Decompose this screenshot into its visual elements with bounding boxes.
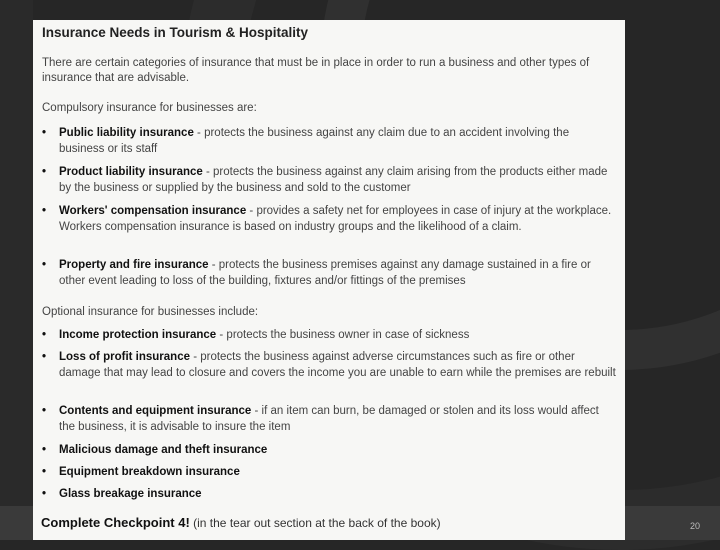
bullet-icon: • bbox=[42, 351, 47, 363]
compulsory-heading: Compulsory insurance for businesses are: bbox=[42, 102, 257, 114]
list-item bbox=[42, 443, 617, 459]
bullet-icon: • bbox=[42, 205, 47, 217]
list-item bbox=[42, 465, 617, 481]
list-item-desc: - protects the business premises against any damage sustained in a fire or other event leading to loss of the building, fixtures and/or fittings of the premises bbox=[59, 259, 591, 287]
bullet-icon: • bbox=[42, 405, 47, 417]
slide-left-margin bbox=[0, 0, 33, 540]
list-item-desc: - if an item can burn, be damaged or stolen and its loss would affect the business, it is advisable to insure the item bbox=[59, 405, 599, 433]
list-item-desc: - protects the business against adverse circumstances such as fire or other damage that may lead to closure and covers the income you are unable to earn while the premises are rebuilt bbox=[59, 351, 616, 379]
optional-heading: Optional insurance for businesses include: bbox=[42, 306, 259, 318]
list-item bbox=[42, 350, 617, 381]
bullet-icon: • bbox=[42, 329, 47, 341]
document-title: Insurance Needs in Tourism & Hospitality bbox=[42, 25, 309, 40]
list-item-desc: - protects the business against any claim due to an accident involving the business or its staff bbox=[59, 127, 570, 155]
list-item bbox=[42, 404, 617, 435]
checkpoint-line bbox=[41, 515, 441, 530]
list-item-term: Contents and equipment insurance bbox=[59, 405, 252, 417]
list-item-term: Workers' compensation insurance bbox=[59, 205, 247, 217]
list-item-term: Malicious damage and theft insurance bbox=[59, 444, 268, 456]
list-item bbox=[42, 204, 617, 235]
list-item-desc: - protects the business against any claim arising from the products either made by the business or supplied by the business and sold to the customer bbox=[59, 166, 608, 194]
list-item-desc: - protects the business owner in case of sickness bbox=[216, 329, 470, 341]
list-item-term: Equipment breakdown insurance bbox=[59, 466, 240, 478]
list-item bbox=[42, 328, 617, 344]
scanned-document bbox=[33, 20, 625, 540]
list-item-term: Glass breakage insurance bbox=[59, 488, 202, 500]
bullet-icon: • bbox=[42, 259, 47, 271]
checkpoint-label: Complete Checkpoint 4! bbox=[41, 515, 190, 530]
bullet-icon: • bbox=[42, 166, 47, 178]
bullet-icon: • bbox=[42, 444, 47, 456]
list-item-term: Loss of profit insurance bbox=[59, 351, 190, 363]
list-item bbox=[42, 126, 617, 157]
checkpoint-note: (in the tear out section at the back of the book) bbox=[189, 516, 441, 530]
list-item-term: Public liability insurance bbox=[59, 127, 194, 139]
list-item bbox=[42, 487, 617, 503]
list-item-term: Income protection insurance bbox=[59, 329, 217, 341]
list-item-term: Product liability insurance bbox=[59, 166, 203, 178]
list-item-term: Property and fire insurance bbox=[59, 259, 209, 271]
bullet-icon: • bbox=[42, 466, 47, 478]
bullet-icon: • bbox=[42, 127, 47, 139]
list-item bbox=[42, 165, 617, 196]
list-item-desc: - provides a safety net for employees in case of injury at the workplace. Workers compensation insurance is based on industry groups and the likelihood of a claim. bbox=[59, 205, 612, 233]
slide-number: 20 bbox=[690, 521, 701, 531]
list-item bbox=[42, 258, 617, 289]
bullet-icon: • bbox=[42, 488, 47, 500]
intro-paragraph: There are certain categories of insurance that must be in place in order to run a business and other types of insurance that are advisable. bbox=[42, 57, 590, 84]
